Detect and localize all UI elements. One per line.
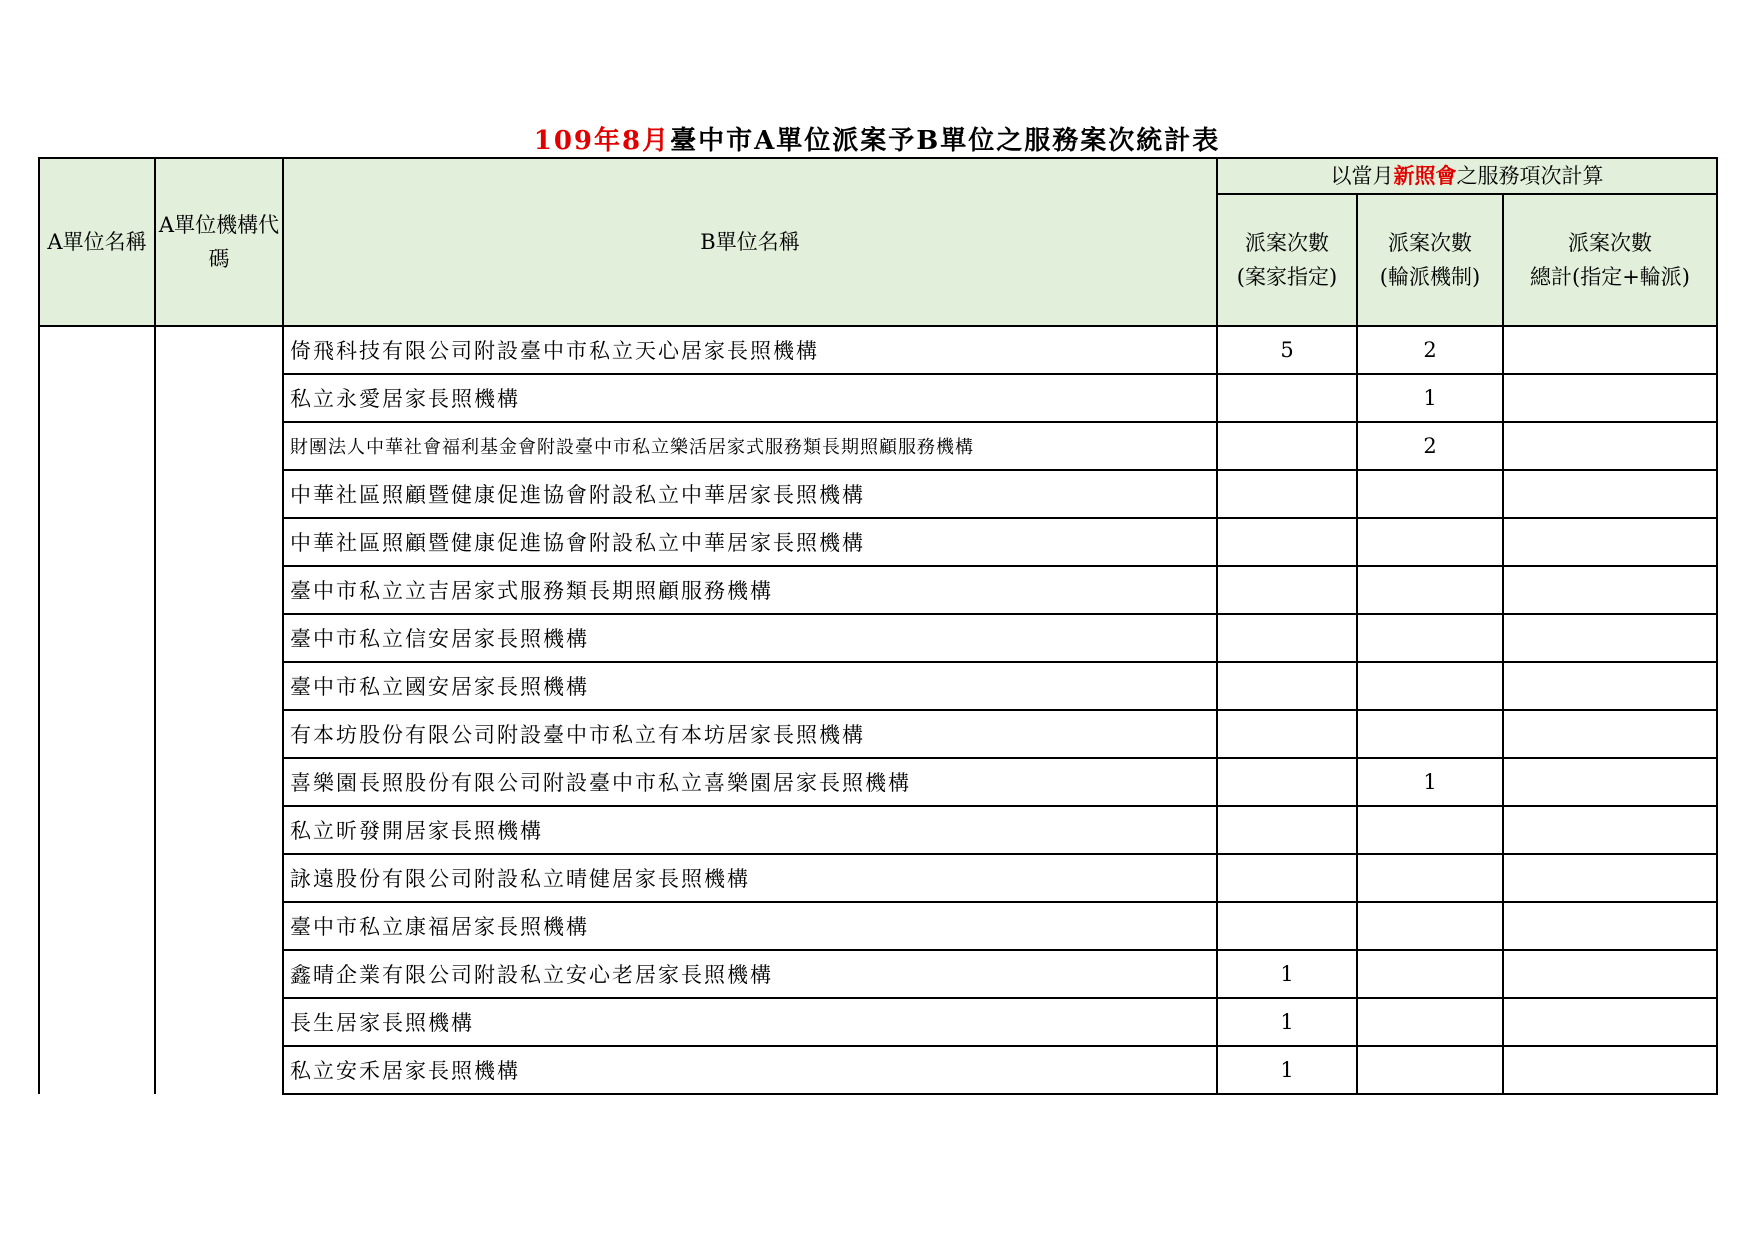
total-count-cell bbox=[1503, 374, 1717, 422]
a-unit-code-cell bbox=[155, 326, 283, 1094]
table-row bbox=[39, 614, 1717, 662]
total-count-cell bbox=[1503, 662, 1717, 710]
table-row bbox=[39, 422, 1717, 470]
total-count-cell bbox=[1503, 758, 1717, 806]
total-count-cell bbox=[1503, 470, 1717, 518]
designated-count-cell bbox=[1217, 518, 1357, 566]
table-row bbox=[39, 1046, 1717, 1094]
table-row bbox=[39, 758, 1717, 806]
rotation-count-cell bbox=[1357, 854, 1503, 902]
designated-count-cell bbox=[1217, 422, 1357, 470]
b-unit-name-cell: 有本坊股份有限公司附設臺中市私立有本坊居家長照機構 bbox=[283, 710, 1217, 758]
b-unit-name-cell: 喜樂園長照股份有限公司附設臺中市私立喜樂園居家長照機構 bbox=[283, 758, 1217, 806]
rotation-count-cell bbox=[1357, 710, 1503, 758]
total-count-cell bbox=[1503, 806, 1717, 854]
header-designated: 派案次數 (案家指定) bbox=[1217, 194, 1357, 326]
rotation-count-cell: 2 bbox=[1357, 422, 1503, 470]
b-unit-name-cell: 臺中市私立國安居家長照機構 bbox=[283, 662, 1217, 710]
designated-count-cell: 1 bbox=[1217, 1046, 1357, 1094]
total-count-cell bbox=[1503, 422, 1717, 470]
table-row bbox=[39, 374, 1717, 422]
header-a-unit-name: A單位名稱 bbox=[39, 158, 155, 326]
total-count-cell bbox=[1503, 326, 1717, 374]
table-row bbox=[39, 470, 1717, 518]
b-unit-name-cell: 鑫晴企業有限公司附設私立安心老居家長照機構 bbox=[283, 950, 1217, 998]
rotation-count-cell bbox=[1357, 518, 1503, 566]
rotation-count-cell bbox=[1357, 470, 1503, 518]
table-row bbox=[39, 566, 1717, 614]
table-row bbox=[39, 950, 1717, 998]
title-date: 109年8月 bbox=[533, 126, 671, 156]
header-rotation: 派案次數 (輪派機制) bbox=[1357, 194, 1503, 326]
designated-count-cell bbox=[1217, 374, 1357, 422]
table-row bbox=[39, 326, 1717, 374]
table-row bbox=[39, 806, 1717, 854]
title-text: 臺中市A單位派案予B單位之服務案次統計表 bbox=[670, 126, 1221, 156]
rotation-count-cell bbox=[1357, 806, 1503, 854]
designated-count-cell bbox=[1217, 806, 1357, 854]
designated-count-cell bbox=[1217, 470, 1357, 518]
designated-count-cell: 5 bbox=[1217, 326, 1357, 374]
rotation-count-cell bbox=[1357, 1046, 1503, 1094]
designated-count-cell bbox=[1217, 710, 1357, 758]
header-group: 以當月新照會之服務項次計算 bbox=[1217, 158, 1717, 194]
b-unit-name-cell: 臺中市私立立吉居家式服務類長期照顧服務機構 bbox=[283, 566, 1217, 614]
b-unit-name-cell: 倚飛科技有限公司附設臺中市私立天心居家長照機構 bbox=[283, 326, 1217, 374]
rotation-count-cell bbox=[1357, 566, 1503, 614]
b-unit-name-cell: 中華社區照顧暨健康促進協會附設私立中華居家長照機構 bbox=[283, 518, 1217, 566]
header-b-unit-name: B單位名稱 bbox=[283, 158, 1217, 326]
designated-count-cell bbox=[1217, 566, 1357, 614]
rotation-count-cell: 1 bbox=[1357, 758, 1503, 806]
rotation-count-cell bbox=[1357, 998, 1503, 1046]
statistics-table bbox=[38, 157, 1718, 1095]
designated-count-cell bbox=[1217, 758, 1357, 806]
rotation-count-cell: 1 bbox=[1357, 374, 1503, 422]
rotation-count-cell bbox=[1357, 662, 1503, 710]
table-row bbox=[39, 710, 1717, 758]
header-a-unit-code: A單位機構代碼 bbox=[155, 158, 283, 326]
designated-count-cell bbox=[1217, 902, 1357, 950]
designated-count-cell bbox=[1217, 662, 1357, 710]
b-unit-name-cell: 私立永愛居家長照機構 bbox=[283, 374, 1217, 422]
total-count-cell bbox=[1503, 1046, 1717, 1094]
b-unit-name-cell: 財團法人中華社會福利基金會附設臺中市私立樂活居家式服務類長期照顧服務機構 bbox=[283, 422, 1217, 470]
b-unit-name-cell: 臺中市私立信安居家長照機構 bbox=[283, 614, 1217, 662]
b-unit-name-cell: 長生居家長照機構 bbox=[283, 998, 1217, 1046]
rotation-count-cell bbox=[1357, 950, 1503, 998]
b-unit-name-cell: 私立安禾居家長照機構 bbox=[283, 1046, 1217, 1094]
total-count-cell bbox=[1503, 998, 1717, 1046]
table-row bbox=[39, 902, 1717, 950]
total-count-cell bbox=[1503, 854, 1717, 902]
a-unit-name-cell bbox=[39, 326, 155, 1094]
designated-count-cell bbox=[1217, 614, 1357, 662]
designated-count-cell: 1 bbox=[1217, 998, 1357, 1046]
total-count-cell bbox=[1503, 902, 1717, 950]
rotation-count-cell: 2 bbox=[1357, 326, 1503, 374]
b-unit-name-cell: 臺中市私立康福居家長照機構 bbox=[283, 902, 1217, 950]
total-count-cell bbox=[1503, 950, 1717, 998]
table-row bbox=[39, 998, 1717, 1046]
table-row bbox=[39, 518, 1717, 566]
page-title bbox=[0, 120, 1754, 157]
header-total: 派案次數 總計(指定+輪派) bbox=[1503, 194, 1717, 326]
b-unit-name-cell: 中華社區照顧暨健康促進協會附設私立中華居家長照機構 bbox=[283, 470, 1217, 518]
total-count-cell bbox=[1503, 614, 1717, 662]
table-row bbox=[39, 854, 1717, 902]
b-unit-name-cell: 詠遠股份有限公司附設私立晴健居家長照機構 bbox=[283, 854, 1217, 902]
b-unit-name-cell: 私立昕發開居家長照機構 bbox=[283, 806, 1217, 854]
table-row bbox=[39, 662, 1717, 710]
designated-count-cell bbox=[1217, 854, 1357, 902]
designated-count-cell: 1 bbox=[1217, 950, 1357, 998]
rotation-count-cell bbox=[1357, 614, 1503, 662]
total-count-cell bbox=[1503, 518, 1717, 566]
rotation-count-cell bbox=[1357, 902, 1503, 950]
total-count-cell bbox=[1503, 566, 1717, 614]
total-count-cell bbox=[1503, 710, 1717, 758]
